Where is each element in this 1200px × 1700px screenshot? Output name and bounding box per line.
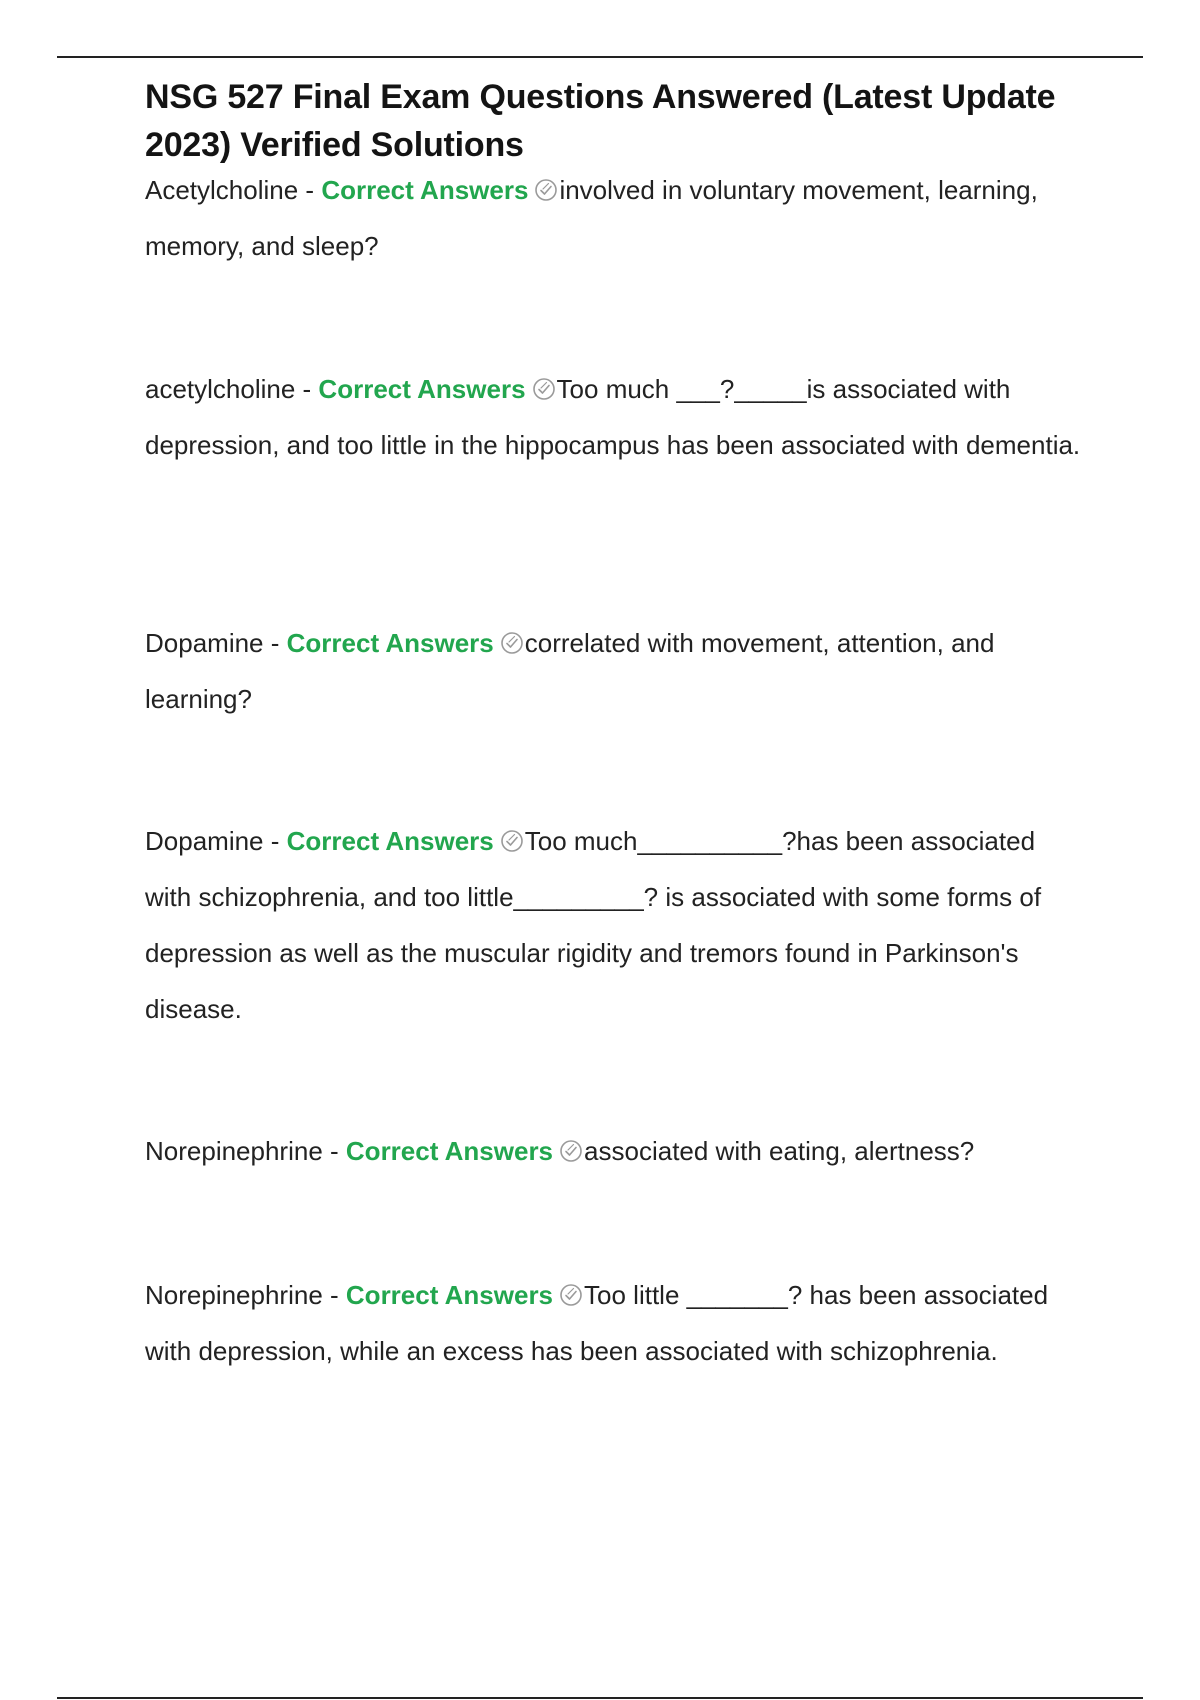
- correct-answers-label: Correct Answers: [286, 628, 494, 658]
- answer-text: Too little _______? has been associated with depression, while an excess has been associated with schizophrenia.: [145, 1280, 1049, 1366]
- correct-answers-label: Correct Answers: [321, 175, 529, 205]
- page-title: NSG 527 Final Exam Questions Answered (Latest Update 2023) Verified Solutions: [145, 78, 1056, 164]
- qa-entry: [145, 813, 1085, 1037]
- separator: -: [295, 374, 319, 404]
- separator: -: [263, 826, 287, 856]
- bottom-divider: [57, 1697, 1143, 1699]
- check-circle-icon: [534, 178, 558, 202]
- qa-entry: [145, 1267, 1085, 1379]
- check-circle-icon: [500, 631, 524, 655]
- check-circle-icon: [532, 377, 556, 401]
- correct-answers-label: Correct Answers: [345, 1280, 554, 1310]
- answer-text: correlated with movement, attention, and learning?: [145, 628, 995, 714]
- qa-entry: [145, 162, 1085, 274]
- term: Acetylcholine: [145, 175, 299, 205]
- correct-answers-label: Correct Answers: [318, 374, 526, 404]
- check-circle-icon: [559, 1139, 583, 1163]
- top-divider: [57, 56, 1143, 58]
- qa-entry: [145, 1123, 1085, 1179]
- separator: -: [322, 1280, 346, 1310]
- term: Norepinephrine: [145, 1136, 323, 1166]
- answer-text: Too much ___?_____is associated with depression, and too little in the hippocampus has been associated with dementia.: [145, 374, 1081, 460]
- correct-answers-label: Correct Answers: [286, 826, 494, 856]
- separator: -: [298, 175, 322, 205]
- separator: -: [322, 1136, 346, 1166]
- separator: -: [263, 628, 287, 658]
- term: Norepinephrine: [145, 1280, 323, 1310]
- answer-text: Too much__________?has been associated with schizophrenia, and too little_________? is associated with some forms of depression as well as the muscular rigidity and tremors found in Parkinson's disease.: [145, 826, 1042, 1024]
- term: acetylcholine: [145, 374, 296, 404]
- check-circle-icon: [559, 1283, 583, 1307]
- term: Dopamine: [145, 628, 264, 658]
- term: Dopamine: [145, 826, 264, 856]
- correct-answers-label: Correct Answers: [345, 1136, 554, 1166]
- answer-text: associated with eating, alertness?: [584, 1136, 975, 1166]
- qa-entry: [145, 615, 1085, 727]
- answer-text: involved in voluntary movement, learning, memory, and sleep?: [145, 175, 1038, 261]
- qa-entry: [145, 361, 1085, 473]
- check-circle-icon: [500, 829, 524, 853]
